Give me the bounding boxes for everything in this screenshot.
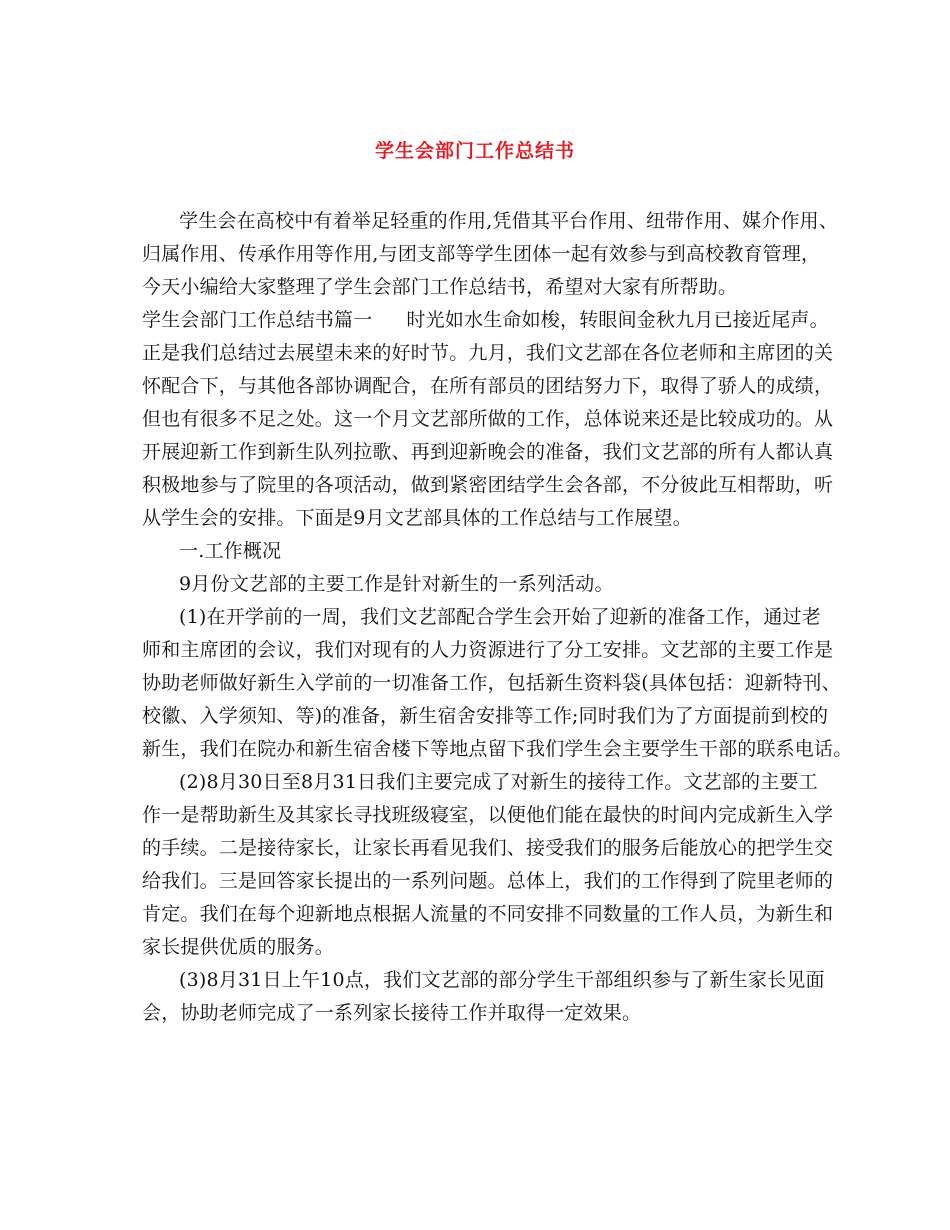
item-2-line: 家长提供优质的服务。 xyxy=(142,936,335,958)
text-line: 但也有很多不足之处。这一个月文艺部所做的工作，总体说来还是比较成功的。从 xyxy=(142,408,834,430)
item-2-line: 的手续。二是接待家长，让家长再看见我们、接受我们的服务后能放心的把学生交 xyxy=(142,837,834,859)
overview-text: 9月份文艺部的主要工作是针对新生的一系列活动。 xyxy=(179,573,614,595)
text-line: 正是我们总结过去展望未来的好时节。九月，我们文艺部在各位老师和主席团的关 xyxy=(142,342,834,364)
text-line: 归属作用、传承作用等作用,与团支部等学生团体一起有效参与到高校教育管理， xyxy=(142,243,821,265)
section-first-sentence: 时光如水生命如梭，转眼间金秋九月已接近尾声。 xyxy=(406,309,829,331)
text-line: 今天小编给大家整理了学生会部门工作总结书，希望对大家有所帮助。 xyxy=(142,276,738,298)
item-1-line: 新生，我们在院办和新生宿舍楼下等地点留下我们学生会主要学生干部的联系电话。 xyxy=(142,738,853,760)
text-line: 从学生会的安排。下面是9月文艺部具体的工作总结与工作展望。 xyxy=(142,507,692,529)
document-title: 学生会部门工作总结书 xyxy=(374,140,575,162)
item-2-line: (2)8月30日至8月31日我们主要完成了对新生的接待工作。文艺部的主要工 xyxy=(179,771,818,793)
item-3-line: (3)8月31日上午10点，我们文艺部的部分学生干部组织参与了新生家长见面 xyxy=(179,969,825,991)
item-1-line: (1)在开学前的一周，我们文艺部配合学生会开始了迎新的准备工作，通过老 xyxy=(179,606,821,628)
text-line: 学生会在高校中有着举足轻重的作用,凭借其平台作用、纽带作用、媒介作用、 xyxy=(179,210,839,232)
section-heading-line xyxy=(142,304,829,337)
text-line: 积极地参与了院里的各项活动，做到紧密团结学生会各部，不分彼此互相帮助，听 xyxy=(142,474,834,496)
intro-paragraph xyxy=(142,205,853,1030)
item-3-line: 会，协助老师完成了一系列家长接待工作并取得一定效果。 xyxy=(142,1002,642,1024)
item-1-line: 协助老师做好新生入学前的一切准备工作，包括新生资料袋(具体包括：迎新特刊、 xyxy=(142,672,841,694)
item-1-line: 校徽、入学须知、等)的准备，新生宿舍安排等工作;同时我们为了方面提前到校的 xyxy=(142,705,829,727)
item-2-line: 给我们。三是回答家长提出的一系列问题。总体上，我们的工作得到了院里老师的 xyxy=(142,870,834,892)
item-2-line: 作一是帮助新生及其家长寻找班级寝室，以便他们能在最快的时间内完成新生入学 xyxy=(142,804,834,826)
item-2-line: 肯定。我们在每个迎新地点根据人流量的不同安排不同数量的工作人员，为新生和 xyxy=(142,903,834,925)
text-line: 怀配合下，与其他各部协调配合，在所有部员的团结努力下，取得了骄人的成绩， xyxy=(142,375,834,397)
section-heading: 学生会部门工作总结书篇一 xyxy=(142,309,373,331)
item-1-line: 师和主席团的会议，我们对现有的人力资源进行了分工安排。文艺部的主要工作是 xyxy=(142,639,834,661)
overview-heading: 一.工作概况 xyxy=(179,540,282,562)
text-line: 开展迎新工作到新生队列拉歌、再到迎新晚会的准备，我们文艺部的所有人都认真 xyxy=(142,441,834,463)
